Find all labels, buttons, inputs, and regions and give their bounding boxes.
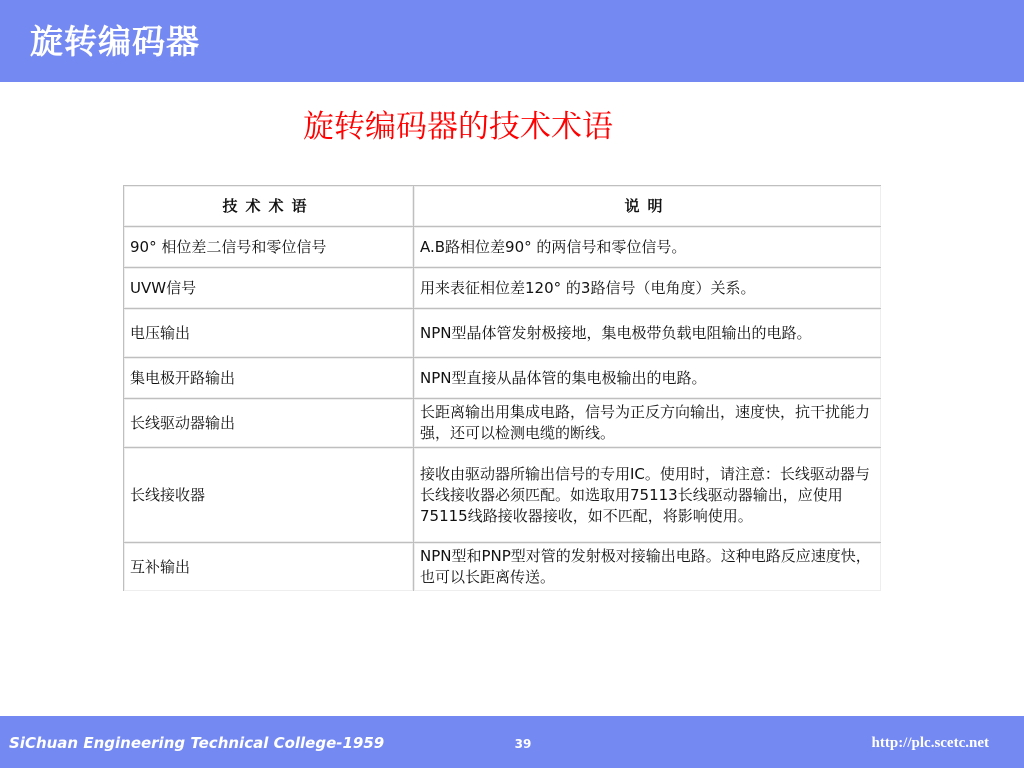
terminology-table-container (123, 185, 881, 591)
description-cell: NPN型和PNP型对管的发射极对接输出电路。这种电路反应速度快，也可以长距离传送。 (414, 543, 882, 592)
term-cell: 长线接收器 (124, 448, 414, 543)
term-cell: 集电极开路输出 (124, 358, 414, 399)
description-cell: 接收由驱动器所输出信号的专用IC。使用时，请注意：长线驱动器与长线接收器必须匹配。如选取用75113长线驱动器输出，应使用75115线路接收器接收，如不匹配，将影响使用。 (414, 448, 882, 543)
table-row (124, 227, 882, 268)
term-cell: UVW信号 (124, 268, 414, 309)
slide-heading: 旋转编码器的技术术语 (303, 109, 613, 145)
description-cell: 长距离输出用集成电路，信号为正反方向输出，速度快，抗干扰能力强，还可以检测电缆的断线。 (414, 399, 882, 448)
table-row (124, 448, 882, 543)
slide-title: 旋转编码器 (30, 22, 200, 61)
term-cell: 90° 相位差二信号和零位信号 (124, 227, 414, 268)
table-row (124, 268, 882, 309)
term-cell: 电压输出 (124, 309, 414, 358)
table-row (124, 358, 882, 399)
table-row (124, 543, 882, 592)
table-row (124, 309, 882, 358)
page-number: 39 (514, 737, 532, 751)
description-cell: NPN型晶体管发射极接地，集电极带负载电阻输出的电路。 (414, 309, 882, 358)
description-cell: NPN型直接从晶体管的集电极输出的电路。 (414, 358, 882, 399)
column-header-description: 说明 (414, 186, 882, 227)
term-cell: 长线驱动器输出 (124, 399, 414, 448)
terminology-table (123, 185, 881, 591)
term-cell: 互补输出 (124, 543, 414, 592)
footer-college-name: SiChuan Engineering Technical College-1959 (9, 734, 385, 752)
footer-url: http://plc.scetc.net (871, 735, 989, 751)
description-cell: 用来表征相位差120° 的3路信号（电角度）关系。 (414, 268, 882, 309)
column-header-term: 技术术语 (124, 186, 414, 227)
table-header-row (124, 186, 882, 227)
table-row (124, 399, 882, 448)
description-cell: A.B路相位差90° 的两信号和零位信号。 (414, 227, 882, 268)
